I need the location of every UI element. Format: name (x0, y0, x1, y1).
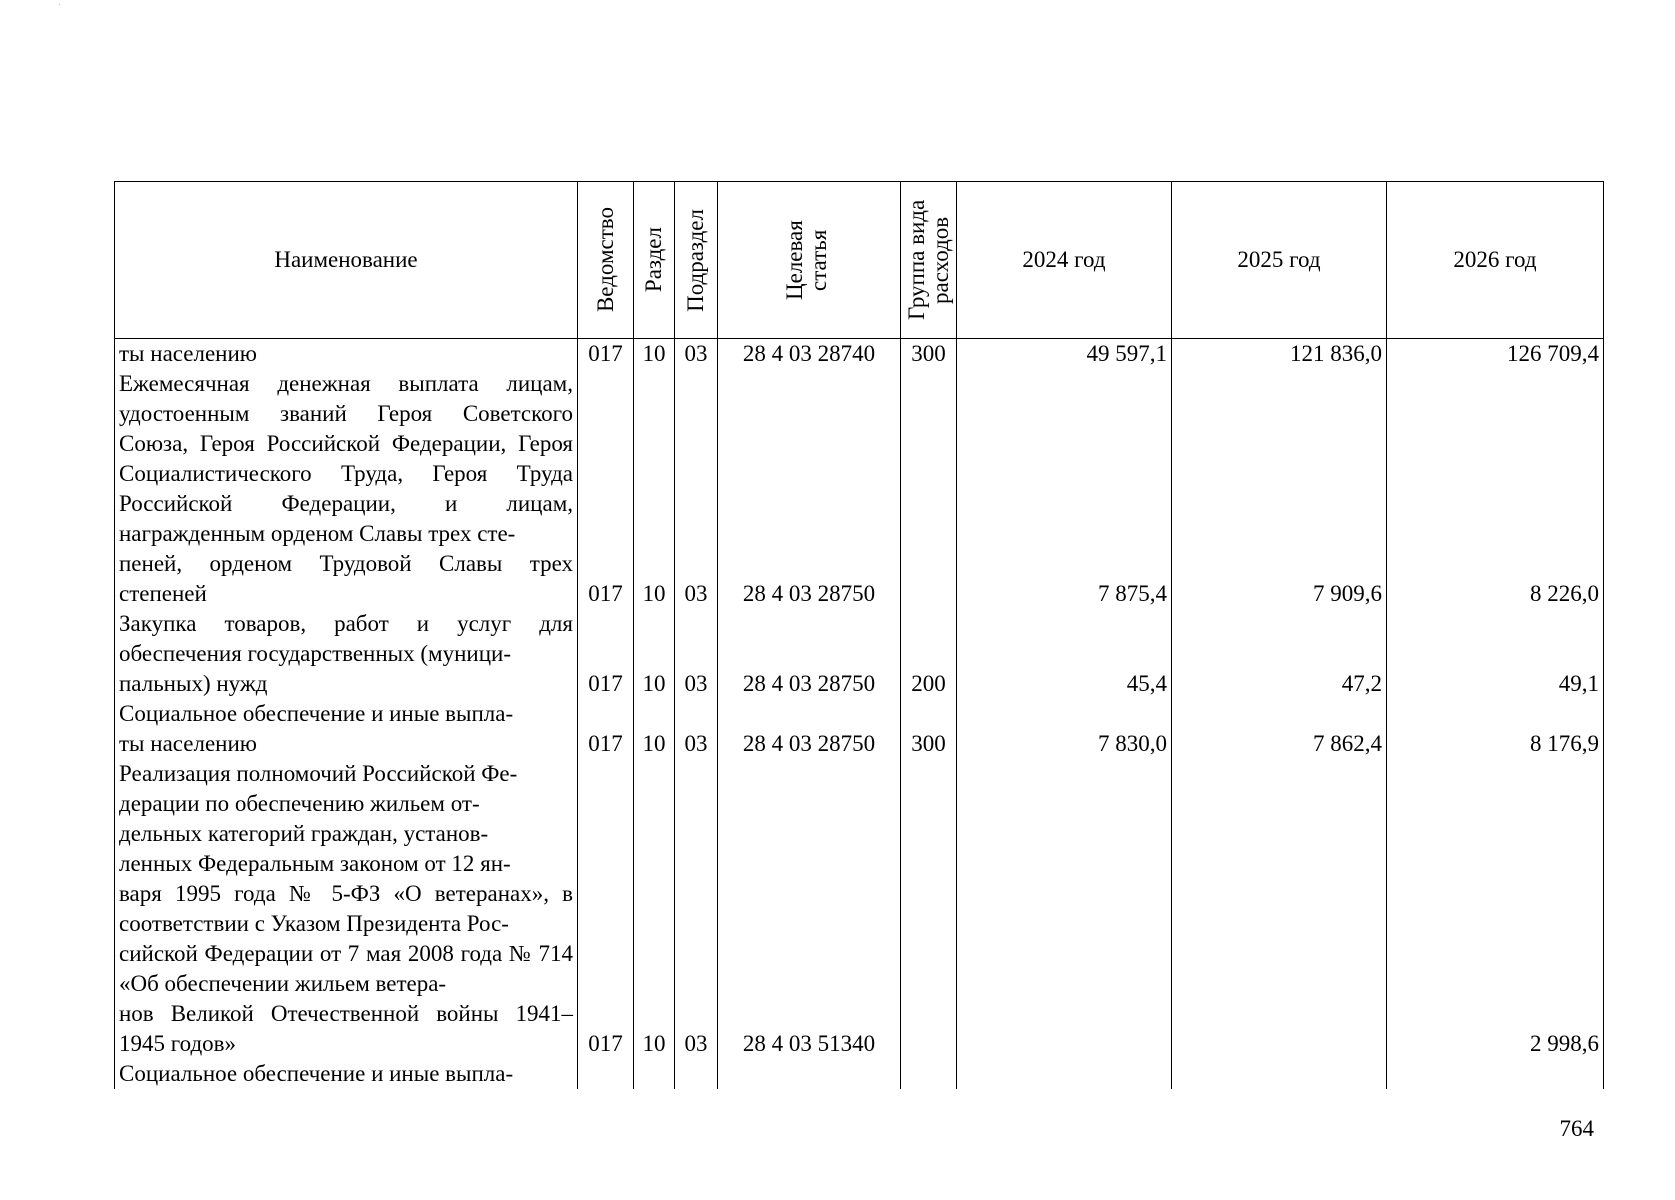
cell-target-article: 28 4 03 28750 (718, 369, 901, 609)
cell-2025 (1172, 759, 1387, 1059)
table-row (115, 609, 1604, 699)
cell-name: Закупка товаров, работ и услуг для обеспечения государственных (муници- пальных) нужд (115, 609, 578, 699)
header-2024: 2024 год (957, 182, 1172, 339)
header-name: Наименование (115, 182, 578, 339)
cell-expense-group: 300 (901, 339, 957, 370)
cell-2025: 7 909,6 (1172, 369, 1387, 609)
cell-2025: 121 836,0 (1172, 339, 1387, 370)
table-row (115, 699, 1604, 759)
cell-section: 10 (634, 609, 675, 699)
cell-expense-group: 200 (901, 609, 957, 699)
table-row (115, 339, 1604, 370)
cell-2024: 7 875,4 (957, 369, 1172, 609)
cell-target-article: 28 4 03 28750 (718, 609, 901, 699)
cell-section (634, 1059, 675, 1089)
cell-2024: 45,4 (957, 609, 1172, 699)
cell-expense-group (901, 759, 957, 1059)
cell-2024 (957, 759, 1172, 1059)
table-row (115, 759, 1604, 1059)
cell-2026: 2 998,6 (1387, 759, 1604, 1059)
cell-name: Ежемесячная денежная выплата лицам, удостоенным званий Героя Советского Союза, Героя Российской Федерации, Героя Социалистического Труда, Героя Труда Российской Федерации, и лицам, награжденным орденом Славы трех сте- пеней, орденом Трудовой Славы трех степеней (115, 369, 578, 609)
cell-target-article (718, 1059, 901, 1089)
cell-2025: 47,2 (1172, 609, 1387, 699)
cell-2025 (1172, 1059, 1387, 1089)
cell-2024 (957, 1059, 1172, 1089)
cell-name: ты населению (115, 339, 578, 370)
cell-subsection: 03 (675, 369, 718, 609)
cell-section: 10 (634, 339, 675, 370)
header-target-article: Целевая статья (718, 182, 901, 339)
cell-section: 10 (634, 759, 675, 1059)
cell-expense-group (901, 369, 957, 609)
budget-table (114, 181, 1604, 1089)
header-ministry: Ведомство (578, 182, 634, 339)
cell-2026: 8 176,9 (1387, 699, 1604, 759)
cell-2026: 126 709,4 (1387, 339, 1604, 370)
cell-name: Социальное обеспечение и иные выпла- ты населению (115, 699, 578, 759)
cell-ministry (578, 1059, 634, 1089)
cell-expense-group: 300 (901, 699, 957, 759)
header-subsection: Подраздел (675, 182, 718, 339)
header-2026: 2026 год (1387, 182, 1604, 339)
page-number: 764 (1559, 1116, 1594, 1141)
table-row (115, 369, 1604, 609)
cell-expense-group (901, 1059, 957, 1089)
cell-subsection: 03 (675, 339, 718, 370)
cell-2025: 7 862,4 (1172, 699, 1387, 759)
header-expense-group: Группа вида расходов (901, 182, 957, 339)
cell-ministry: 017 (578, 759, 634, 1059)
cell-target-article: 28 4 03 51340 (718, 759, 901, 1059)
cell-2026: 49,1 (1387, 609, 1604, 699)
cell-subsection: 03 (675, 759, 718, 1059)
cell-name: Реализация полномочий Российской Фе- дерации по обеспечению жильем от- дельных категорий граждан, установ- ленных Федеральным законом от 12 ян- варя 1995 года № 5-ФЗ «О ветеранах», в соответствии с Указом Президента Рос- сийской Федерации от 7 мая 2008 года № 714 «Об обеспечении жильем ветера- нов Великой Отечественной войны 1941–1945 годов» (115, 759, 578, 1059)
table-row (115, 1059, 1604, 1089)
cell-ministry: 017 (578, 609, 634, 699)
header-section: Раздел (634, 182, 675, 339)
cell-2026: 8 226,0 (1387, 369, 1604, 609)
cell-2024: 7 830,0 (957, 699, 1172, 759)
cell-2024: 49 597,1 (957, 339, 1172, 370)
cell-target-article: 28 4 03 28740 (718, 339, 901, 370)
table-header-row (115, 182, 1604, 339)
cell-section: 10 (634, 369, 675, 609)
cell-section: 10 (634, 699, 675, 759)
cell-ministry: 017 (578, 369, 634, 609)
scan-mark: · (58, 0, 62, 11)
cell-target-article: 28 4 03 28750 (718, 699, 901, 759)
cell-ministry: 017 (578, 699, 634, 759)
cell-ministry: 017 (578, 339, 634, 370)
cell-subsection (675, 1059, 718, 1089)
header-2025: 2025 год (1172, 182, 1387, 339)
cell-2026 (1387, 1059, 1604, 1089)
cell-subsection: 03 (675, 609, 718, 699)
cell-name: Социальное обеспечение и иные выпла- (115, 1059, 578, 1089)
cell-subsection: 03 (675, 699, 718, 759)
